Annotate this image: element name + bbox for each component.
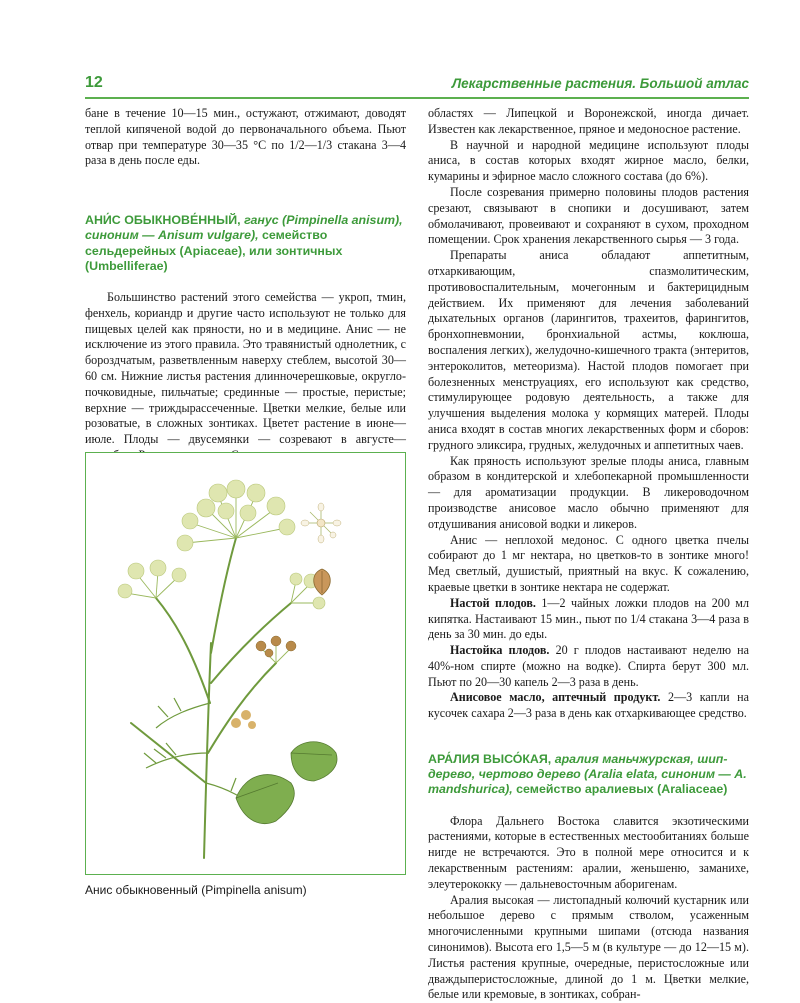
recipe-tincture-label: Настойка плодов. — [450, 643, 550, 658]
recipe-tincture — [428, 643, 749, 690]
figure-caption: Анис обыкновенный (Pimpinella anisum) — [85, 883, 307, 897]
anise-paragraph-1: Большинство растений этого семейства — укроп, тмин, фенхель, кориандр и другие часто используют не только для пищевых целей как пряности, но и в медицине. Анис — не исключение из этого правила. Это травянистый однолетник, с бороздчатым, разветвленным наверху стеблем, высотой 30—60 см. Нижние листья растения длинночерешковые, округло-почковидные, пильчатые; срединные — простые, перистые; верхние — триждырассеченные. Цветки мелкие, белые или розоватые, в сложных зонтиках. Цветет растение в июне—июле. Плоды — двусемянки — созревают в августе— — [85, 290, 406, 447]
seed-detail — [314, 569, 331, 595]
right-paragraph-4: Препараты аниса обладают аппетитным, отхаркивающим, спазмолитическим, противовоспалительным, мочегонным и бактерицидным действием. Их применяют для лечения заболеваний дыхательных органов (ларингитов, трахеитов, фарингитов, бронхопневмонии, бронхиальной астмы, коклюша, воспаления легких), желудочно-кишечного тракта (энтеритов, энтероколитов, метеоризма). Настой плодов помогает при болезненных менструациях, его используют как средство, стимулирующее родовую деятельность, а также для улучшения выделения молока у кормящих матерей. Плоды аниса входят в состав многих лекарственных форм и сборов: грудного эликсира, грудных, желудочных и аппетитных чаев. — [428, 248, 749, 452]
anise-heading-family: семейство сельдерейных (Apiaceae), или зонтичных (Umbelliferae) — [85, 228, 343, 273]
right-paragraph-6: Анис — неплохой медонос. С одного цветка пчелы собирают до 1 мг нектара, но цветков-то в зонтике много! Мед светлый, душистый, приятный на вкус. К сожалению, краевые цветки в зонтике нектара не содержат. — [428, 532, 749, 594]
right-paragraph-5: Как пряность используют зрелые плоды аниса, главным образом в кондитерской и хлебопекарной промышленности — для ароматизации продукции. В ликероводочном производстве анисовое масло обычно применяют для отдушивания анисовой водки и ликеров. — [428, 453, 749, 531]
aralia-heading-name: АРА́ЛИЯ ВЫСО́КАЯ, — [428, 752, 552, 767]
aralia-heading-alt: аралия маньчжурская, шип-дерево, чертово дерево (Aralia elata, синоним — A. mandshurica), — [428, 752, 747, 797]
aralia-paragraph-1: Флора Дальнего Востока славится экзотическими растениями, которые в естественных местообитаниях больше нигде не встречаются. Это в полной мере относится и к лекарственным растениям: аралии, женьшеню, заманихе, элеутерококку — дальневосточным аборигенам. — [428, 813, 749, 891]
anise-plant-illustration — [86, 453, 404, 873]
right-paragraph-2: В научной и народной медицине используют плоды аниса, в состав которых входят жирное масло, белки, кумарины и эфирное масло сложного состава (до 6%). — [428, 137, 749, 184]
recipe-oil — [428, 690, 749, 722]
left-column — [85, 106, 406, 511]
flower-detail — [301, 503, 341, 543]
right-paragraph-1: областях — Липецкой и Воронежской, иногда дичает. Известен как лекарственное, пряное и медоносное растение. — [428, 106, 749, 136]
recipe-infusion-text: 1—2 чайных ложки плодов на 200 мл кипятка. Настаивают 15 мин., пьют по 1/4 стакана 3—4 раза в день за 30 мин. до еды. — [428, 595, 749, 642]
intro-paragraph: бане в течение 10—15 мин., остужают, отжимают, доводят теплой кипяченой водой до первоначального объема. Пьют отвар при температуре 30—35 °С по 1/2—1/3 стакана 3—4 раза в день после еды. — [85, 106, 406, 168]
recipe-oil-text: 2—3 капли на кусочек сахара 2—3 раза в день как отхаркивающее средство. — [428, 690, 749, 721]
aralia-heading-family: семейство аралиевых (Araliaceae) — [516, 782, 728, 797]
aralia-heading — [428, 752, 749, 798]
anise-heading-name: АНИ́С ОБЫКНОВЕ́ННЫЙ, — [85, 213, 241, 228]
right-column — [428, 106, 749, 1003]
right-paragraph-3: После созревания примерно половины плодов растения срезают, связывают в снопики и досушивают, затем обмолачивают, провеивают и сохраняют в сухом, проходном помещении. Срок хранения лекарственного сырья — 3 года. — [428, 184, 749, 247]
page-header — [85, 74, 749, 96]
anise-heading-alt: ганус (Pimpinella anisum), синоним — Anisum vulgare), — [85, 213, 403, 243]
anise-heading — [85, 213, 406, 274]
page-number: 12 — [85, 74, 103, 91]
anise-illustration-frame — [85, 452, 406, 875]
recipe-tincture-text: 20 г плодов настаивают неделю на 40%-ном спирте (можно на водке). Спирта берут 300 мл. Пьют по 20—30 капель 2—3 раза в день. — [428, 643, 749, 689]
aralia-paragraph-2: Аралия высокая — листопадный колючий кустарник или небольшое дерево с прямым стволом, усаженным многочисленными крупными шипами (отсюда названия синонимов). Высота его 1,5—5 м (в культуре — до 12—15 м). Листья растения крупные, очередные, перистосложные или дваждыперистосложные, длиной до 1 м. Цветки мелкие, белые или кремовые, в зонтиках, собран- — [428, 892, 749, 1002]
recipe-oil-label: Анисовое масло, аптечный продукт. — [450, 690, 661, 705]
header-rule — [85, 97, 749, 99]
running-title: Лекарственные растения. Большой атлас — [451, 76, 749, 91]
recipe-infusion-label: Настой плодов. — [450, 595, 536, 610]
recipe-infusion — [428, 596, 749, 643]
